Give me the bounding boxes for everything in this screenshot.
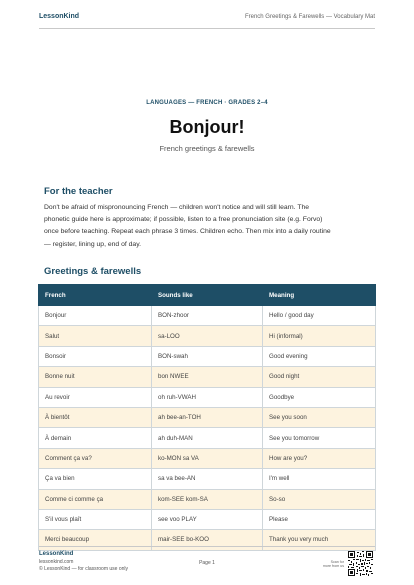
column-header-french: French: [39, 285, 152, 306]
french-phrase: Bonne nuit: [39, 367, 152, 387]
meaning: See you tomorrow: [263, 428, 376, 448]
brand-logo-text[interactable]: LessonKind: [39, 13, 80, 20]
meaning: Hi (informal): [263, 326, 376, 346]
meaning: So-so: [263, 489, 376, 509]
pronunciation: sa-LOO: [152, 326, 263, 346]
french-phrase: Ça va bien: [39, 469, 152, 489]
vocabulary-table: [38, 284, 376, 551]
footer-site-link[interactable]: lessonkind.com: [39, 559, 74, 565]
pronunciation: ah bee-an-TOH: [152, 407, 263, 427]
footer-divider: [39, 546, 375, 547]
teacher-heading: For the teacher: [44, 186, 113, 197]
meaning: Good evening: [263, 346, 376, 366]
vocab-heading: Greetings & farewells: [44, 266, 142, 277]
meaning: Good night: [263, 367, 376, 387]
pronunciation: oh ruh-VWAH: [152, 387, 263, 407]
french-phrase: Au revoir: [39, 387, 152, 407]
document-title: French Greetings & Farewells — Vocabulary Mat: [244, 14, 375, 20]
page-header: [0, 0, 414, 28]
table-row: [39, 448, 376, 468]
page-title: Bonjour!: [169, 117, 245, 137]
pronunciation: ko-MON sa VA: [152, 448, 263, 468]
column-header-meaning: Meaning: [263, 285, 376, 306]
page-subtitle: French greetings & farewells: [159, 144, 255, 153]
pronunciation: bon NWEE: [152, 367, 263, 387]
table-row: [39, 326, 376, 346]
table-row: [39, 346, 376, 366]
meaning: Please: [263, 509, 376, 529]
pronunciation: kom-SEE kom-SA: [152, 489, 263, 509]
french-phrase: Bonsoir: [39, 346, 152, 366]
french-phrase: S'il vous plaît: [39, 509, 152, 529]
table-row: [39, 367, 376, 387]
teacher-note-line: — register, lining up, end of day.: [44, 240, 141, 248]
table-row: [39, 509, 376, 529]
header-divider: [39, 28, 375, 29]
qr-caption-line: Scan for: [330, 560, 344, 564]
table-row: [39, 428, 376, 448]
french-phrase: Salut: [39, 326, 152, 346]
teacher-note-line: Don't be afraid of mispronouncing French — children won't notice and will still learn. The: [44, 204, 310, 211]
table-row: [39, 387, 376, 407]
meaning: See you soon: [263, 407, 376, 427]
column-header-sounds-like: Sounds like: [152, 285, 263, 306]
teacher-note-line: phonetic guide here is approximate; if possible, listen to a free pronunciation site (e.g. Forvo): [44, 216, 323, 224]
footer-brand: LessonKind: [39, 551, 74, 557]
pronunciation: see voo PLAY: [152, 509, 263, 529]
qr-caption: [320, 560, 344, 569]
french-phrase: Comme ci comme ça: [39, 489, 152, 509]
table-header-row: [39, 285, 376, 306]
teacher-note-line: once before teaching. Repeat each phrase 3 times. Children echo. Then mix into a daily routine: [44, 228, 331, 236]
pronunciation: sa va bee-AN: [152, 469, 263, 489]
meaning: Goodbye: [263, 387, 376, 407]
teacher-note: [44, 202, 374, 251]
pronunciation: ah duh-MAN: [152, 428, 263, 448]
table-row: [39, 489, 376, 509]
meaning: How are you?: [263, 448, 376, 468]
table-row: [39, 530, 376, 550]
pronunciation: BON-zhoor: [152, 306, 263, 326]
qr-code-icon[interactable]: [348, 551, 373, 576]
qr-caption-line: more from us: [322, 564, 344, 569]
pronunciation: mair-SEE bo-KOO: [152, 530, 263, 550]
page-number: Page 1: [199, 560, 215, 566]
table-row: [39, 407, 376, 427]
french-phrase: Merci beaucoup: [39, 530, 152, 550]
meaning: Hello / good day: [263, 306, 376, 326]
table-row: [39, 469, 376, 489]
pronunciation: BON-swah: [152, 346, 263, 366]
french-phrase: À bientôt: [39, 407, 152, 427]
french-phrase: Comment ça va?: [39, 448, 152, 468]
footer-copyright: © LessonKind — for classroom use only: [39, 566, 129, 572]
french-phrase: Bonjour: [39, 306, 152, 326]
french-phrase: À demain: [39, 428, 152, 448]
table-row: [39, 306, 376, 326]
meaning: I'm well: [263, 469, 376, 489]
meaning: Thank you very much: [263, 530, 376, 550]
subject-eyebrow: LANGUAGES — FRENCH · GRADES 2–4: [146, 100, 268, 106]
